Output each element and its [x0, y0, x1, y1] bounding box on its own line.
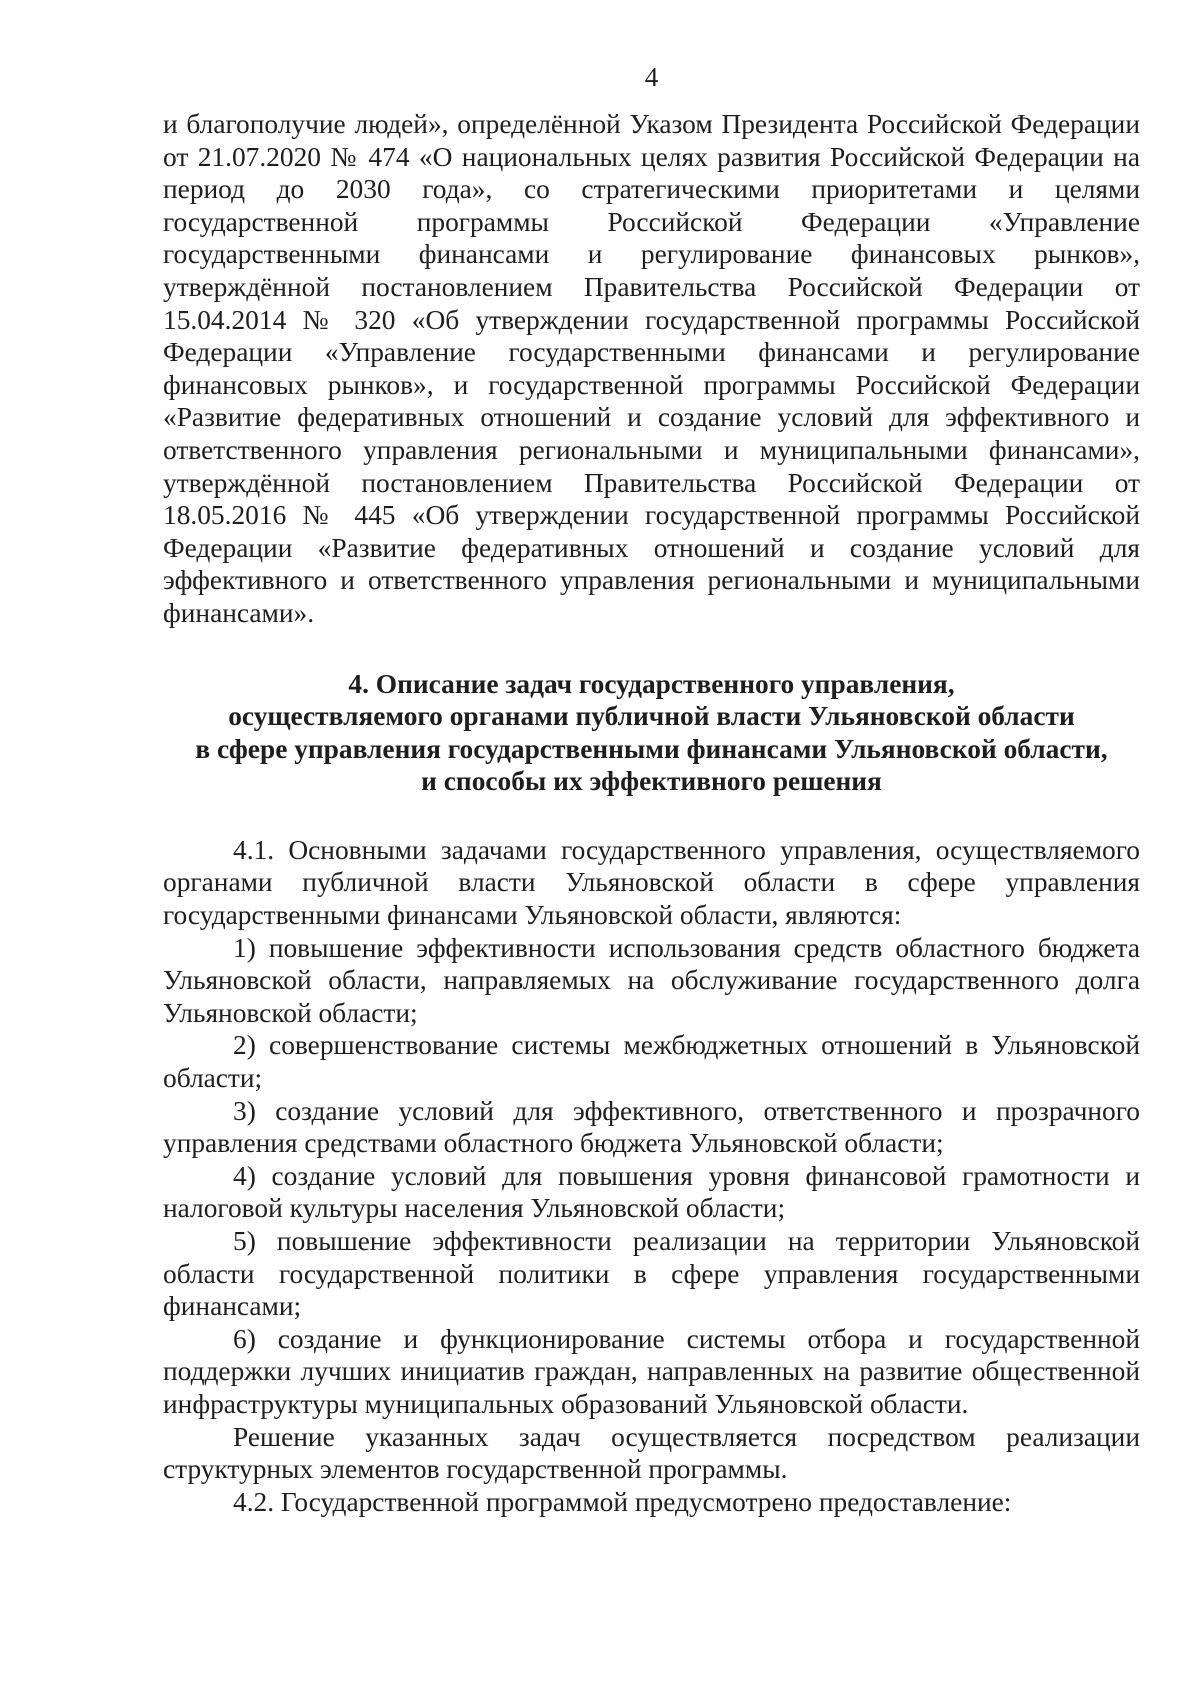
intro-paragraph: и благополучие людей», определённой Указом Президента Российской Федерации от 21.07.2020 № 474 «О национальных целях развития Российской Федерации на период до 2030 года», со стратегическими приоритетами и целями государственной программы Российской Федерации «Управление государственными финансами и регулирование финансовых рынков», утверждённой постановлением Правительства Российской Федерации от 15.04.2014 № 320 «Об утверждении государственной программы Российской Федерации «Управление государственными финансами и регулирование финансовых рынков», и государственной программы Российской Федерации «Развитие федеративных отношений и создание условий для эффективного и ответственного управления региональными и муниципальными финансами», утверждённой постановлением Правительства Российской Федерации от 18.05.2016 № 445 «Об утверждении государственной программы Российской Федерации «Развитие федеративных отношений и создание условий для эффективного и ответственного управления региональными и муниципальными финансами».	[163, 109, 1140, 628]
solution-paragraph: Решение указанных задач осуществляется посредством реализации структурных элементов государственной программы.	[163, 1421, 1140, 1485]
section-heading-line: в сфере управления государственными финансами Ульяновской области,	[195, 733, 1108, 764]
page-number: 4	[644, 62, 659, 92]
section-heading-line: 4. Описание задач государственного управления,	[348, 668, 955, 699]
document-page	[163, 0, 1140, 1698]
section-heading-line: и способы их эффективного решения	[421, 766, 882, 797]
paragraph-4-2: 4.2. Государственной программой предусмотрено предоставление:	[233, 1486, 1012, 1517]
section-heading-line: осуществляемого органами публичной власти Ульяновской области	[228, 701, 1075, 732]
task-item-1: 1) повышение эффективности использования средств областного бюджета Ульяновской области, направляемых на обслуживание государственного долга Ульяновской области;	[163, 932, 1140, 1028]
task-item-2: 2) совершенствование системы межбюджетных отношений в Ульяновской области;	[163, 1030, 1140, 1094]
task-item-6: 6) создание и функционирование системы отбора и государственной поддержки лучших инициатив граждан, направленных на развитие общественной инфраструктуры муниципальных образований Ульяновской области.	[163, 1323, 1140, 1419]
task-item-4: 4) создание условий для повышения уровня финансовой грамотности и налоговой культуры населения Ульяновской области;	[163, 1160, 1140, 1224]
document-body	[163, 108, 1140, 1518]
paragraph-4-1: 4.1. Основными задачами государственного управления, осуществляемого органами публичной власти Ульяновской области в сфере управления государственными финансами Ульяновской области, являются:	[163, 834, 1140, 931]
task-item-5: 5) повышение эффективности реализации на территории Ульяновской области государственной политики в сфере управления государственными финансами;	[163, 1226, 1140, 1322]
section-heading	[163, 668, 1140, 798]
task-item-3: 3) создание условий для эффективного, ответственного и прозрачного управления средствами областного бюджета Ульяновской области;	[163, 1095, 1140, 1159]
